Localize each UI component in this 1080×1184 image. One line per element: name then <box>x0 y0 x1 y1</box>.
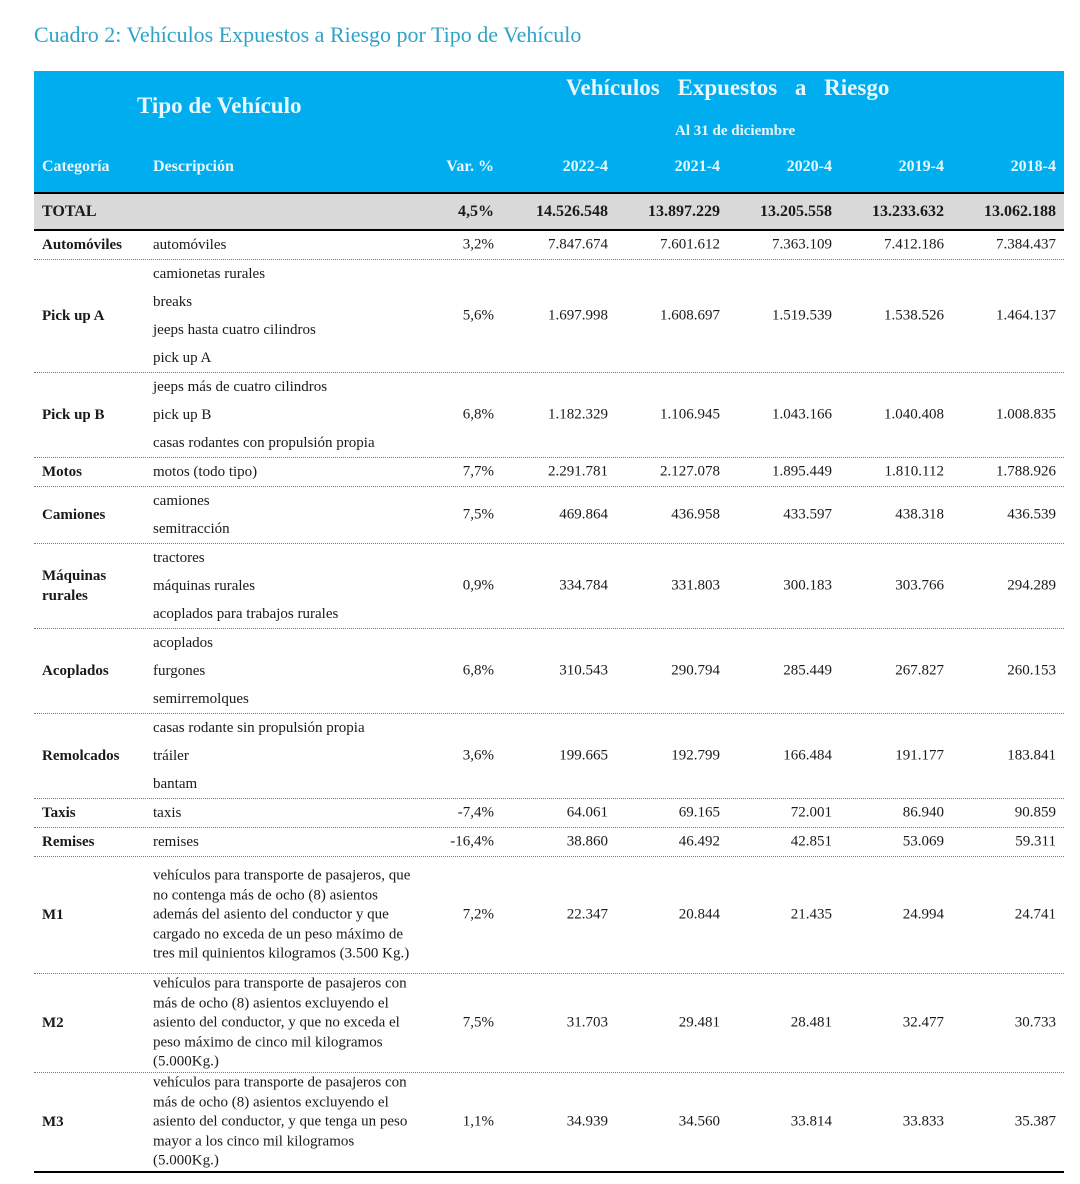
row-value: 46.492 <box>678 833 720 850</box>
total-value: 14.526.548 <box>536 202 608 220</box>
row-description: vehículos para transporte de pasajeros, que no contenga más de ocho (8) asientos además del asiento del conductor y que cargado no exceda de un peso máximo de tres mil quinientos kilogramos (3.500 Kg.) <box>153 867 411 962</box>
row-value: 303.766 <box>895 577 944 594</box>
table-row <box>34 373 1064 458</box>
total-label: TOTAL <box>42 202 97 220</box>
table-row <box>34 544 1064 629</box>
description-line: pick up A <box>153 350 212 366</box>
row-value: 199.665 <box>559 747 608 764</box>
row-var: 5,6% <box>462 307 494 324</box>
row-value: 191.177 <box>895 747 944 764</box>
row-category: Motos <box>42 464 82 480</box>
row-value: 42.851 <box>790 833 832 850</box>
row-category: M2 <box>42 1015 64 1031</box>
row-var: -7,4% <box>457 804 494 821</box>
col-header-year: 2022-4 <box>562 158 608 175</box>
row-value: 183.841 <box>1007 747 1056 764</box>
total-value: 13.233.632 <box>872 202 944 220</box>
table-row <box>34 799 1064 828</box>
col-header-year: 2021-4 <box>674 158 720 175</box>
row-value: 34.939 <box>566 1113 608 1130</box>
row-value: 1.538.526 <box>884 307 944 324</box>
row-description: vehículos para transporte de pasajeros con más de ocho (8) asientos excluyendo el asiento del conductor, y que tenga un peso mayor a los cinco mil kilogramos (5.000Kg.) <box>153 1074 408 1169</box>
row-var: 0,9% <box>462 577 494 594</box>
row-value: 2.291.781 <box>548 463 608 480</box>
row-value: 32.477 <box>902 1014 944 1031</box>
row-value: 285.449 <box>783 662 832 679</box>
row-value: 33.814 <box>790 1113 832 1130</box>
description-line: furgones <box>153 663 206 679</box>
row-value: 59.311 <box>1015 833 1056 850</box>
table-row <box>34 828 1064 857</box>
description-line: acoplados <box>153 635 213 651</box>
description-line: jeeps hasta cuatro cilindros <box>153 322 316 338</box>
row-value: 438.318 <box>895 506 944 523</box>
row-category: Pick up B <box>42 407 105 423</box>
row-category: Camiones <box>42 507 106 523</box>
row-description <box>153 828 421 856</box>
col-header-year: 2020-4 <box>786 158 832 175</box>
row-value: 7.363.109 <box>772 236 832 253</box>
row-value: 7.601.612 <box>660 236 720 253</box>
row-value: 300.183 <box>783 577 832 594</box>
row-value: 7.847.674 <box>548 236 608 253</box>
row-value: 20.844 <box>678 906 720 923</box>
row-value: 38.860 <box>566 833 608 850</box>
row-value: 7.384.437 <box>996 236 1056 253</box>
row-value: 1.464.137 <box>996 307 1056 324</box>
description-line: acoplados para trabajos rurales <box>153 606 339 622</box>
row-category: Remolcados <box>42 748 120 764</box>
description-line: automóviles <box>153 237 227 253</box>
description-line: camionetas rurales <box>153 266 266 282</box>
table-row <box>34 487 1064 544</box>
row-value: 1.810.112 <box>884 463 944 480</box>
row-value: 334.784 <box>559 577 608 594</box>
row-description <box>153 629 421 713</box>
row-var: 6,8% <box>462 662 494 679</box>
row-value: 290.794 <box>671 662 720 679</box>
description-line: casas rodante sin propulsión propia <box>153 720 365 736</box>
row-value: 53.069 <box>902 833 944 850</box>
row-value: 1.008.835 <box>996 406 1056 423</box>
row-var: 7,7% <box>462 463 494 480</box>
col-header-year: 2018-4 <box>1010 158 1056 175</box>
table-row <box>34 231 1064 260</box>
row-value: 1.106.945 <box>660 406 720 423</box>
group-heading: Vehículos Expuestos a Riesgo <box>566 75 890 100</box>
row-category: Acoplados <box>42 663 109 679</box>
total-value: 13.062.188 <box>984 202 1056 220</box>
row-value: 331.803 <box>671 577 720 594</box>
vehicles-table <box>34 71 1064 1173</box>
row-value: 433.597 <box>783 506 832 523</box>
row-value: 436.539 <box>1007 506 1056 523</box>
row-value: 64.061 <box>566 804 608 821</box>
tipo-vehiculo-heading: Tipo de Vehículo <box>137 93 302 118</box>
row-var: 3,2% <box>462 236 494 253</box>
row-value: 34.560 <box>678 1113 720 1130</box>
table-caption: Cuadro 2: Vehículos Expuestos a Riesgo por Tipo de Vehículo <box>34 22 582 47</box>
row-value: 28.481 <box>790 1014 832 1031</box>
row-value: 7.412.186 <box>884 236 944 253</box>
description-line: semitracción <box>153 521 230 537</box>
table-row <box>34 629 1064 714</box>
row-value: 1.788.926 <box>996 463 1056 480</box>
row-description <box>153 799 421 827</box>
row-value: 31.703 <box>566 1014 608 1031</box>
row-value: 35.387 <box>1014 1113 1056 1130</box>
row-value: 260.153 <box>1007 662 1056 679</box>
row-value: 29.481 <box>678 1014 720 1031</box>
row-description <box>153 260 421 372</box>
row-var: -16,4% <box>450 833 494 850</box>
row-value: 192.799 <box>671 747 720 764</box>
row-category: Máquinas rurales <box>42 568 107 604</box>
row-value: 1.043.166 <box>772 406 832 423</box>
row-value: 267.827 <box>895 662 944 679</box>
total-value: 13.205.558 <box>760 202 832 220</box>
row-value: 1.697.998 <box>548 307 608 324</box>
description-line: jeeps más de cuatro cilindros <box>153 379 328 395</box>
table-row <box>34 974 1064 1073</box>
table-header <box>34 71 1064 192</box>
row-var: 6,8% <box>462 406 494 423</box>
description-line: taxis <box>153 805 182 821</box>
row-value: 22.347 <box>566 906 608 923</box>
table-row <box>34 458 1064 487</box>
row-category: Automóviles <box>42 237 122 253</box>
row-var: 7,5% <box>462 1014 494 1031</box>
row-category: Remises <box>42 834 95 850</box>
row-var: 3,6% <box>462 747 494 764</box>
row-value: 21.435 <box>790 906 832 923</box>
row-value: 90.859 <box>1014 804 1056 821</box>
row-value: 86.940 <box>902 804 944 821</box>
description-line: tráiler <box>153 748 189 764</box>
row-value: 72.001 <box>790 804 832 821</box>
total-value: 13.897.229 <box>648 202 720 220</box>
description-line: motos (todo tipo) <box>153 464 258 480</box>
row-category: Taxis <box>42 805 76 821</box>
description-line: pick up B <box>153 407 212 423</box>
row-value: 294.289 <box>1007 577 1056 594</box>
row-value: 33.833 <box>902 1113 944 1130</box>
description-line: breaks <box>153 294 193 310</box>
description-line: bantam <box>153 776 198 792</box>
row-value: 69.165 <box>678 804 720 821</box>
row-value: 310.543 <box>559 662 608 679</box>
row-category: Pick up A <box>42 308 105 324</box>
row-value: 1.519.539 <box>772 307 832 324</box>
row-description <box>153 544 421 628</box>
row-var: 1,1% <box>462 1113 494 1130</box>
row-var: 7,5% <box>462 506 494 523</box>
row-var: 7,2% <box>462 906 494 923</box>
col-header-descripcion: Descripción <box>153 158 234 175</box>
row-description: vehículos para transporte de pasajeros con más de ocho (8) asientos excluyendo el asiento del conductor, y que no exceda el peso máximo de cinco mil kilogramos (5.000Kg.) <box>153 975 407 1070</box>
description-line: camiones <box>153 493 210 509</box>
date-subheading: Al 31 de diciembre <box>675 123 796 139</box>
table-body <box>34 231 1064 1173</box>
table-row <box>34 260 1064 373</box>
row-description <box>153 231 421 259</box>
table-row <box>34 857 1064 974</box>
col-header-categoria: Categoría <box>42 158 110 175</box>
table-row <box>34 714 1064 799</box>
row-value: 2.127.078 <box>660 463 720 480</box>
row-description <box>153 487 421 543</box>
row-description <box>153 458 421 486</box>
table-row <box>34 1073 1064 1173</box>
total-row <box>34 192 1064 231</box>
description-line: casas rodantes con propulsión propia <box>153 435 375 451</box>
row-description <box>153 373 421 457</box>
row-value: 30.733 <box>1014 1014 1056 1031</box>
col-header-var: Var. % <box>446 158 494 175</box>
description-line: tractores <box>153 550 205 566</box>
total-var: 4,5% <box>458 202 494 220</box>
row-description <box>153 714 421 798</box>
row-value: 1.608.697 <box>660 307 720 324</box>
row-value: 24.994 <box>902 906 944 923</box>
row-value: 1.040.408 <box>884 406 944 423</box>
row-value: 1.895.449 <box>772 463 832 480</box>
description-line: máquinas rurales <box>153 578 256 594</box>
col-header-year: 2019-4 <box>898 158 944 175</box>
row-category: M3 <box>42 1114 64 1130</box>
row-value: 24.741 <box>1014 906 1056 923</box>
description-line: remises <box>153 834 199 850</box>
row-value: 436.958 <box>671 506 720 523</box>
row-value: 166.484 <box>783 747 832 764</box>
row-value: 469.864 <box>559 506 608 523</box>
row-value: 1.182.329 <box>548 406 608 423</box>
description-line: semirremolques <box>153 691 249 707</box>
row-category: M1 <box>42 907 64 923</box>
